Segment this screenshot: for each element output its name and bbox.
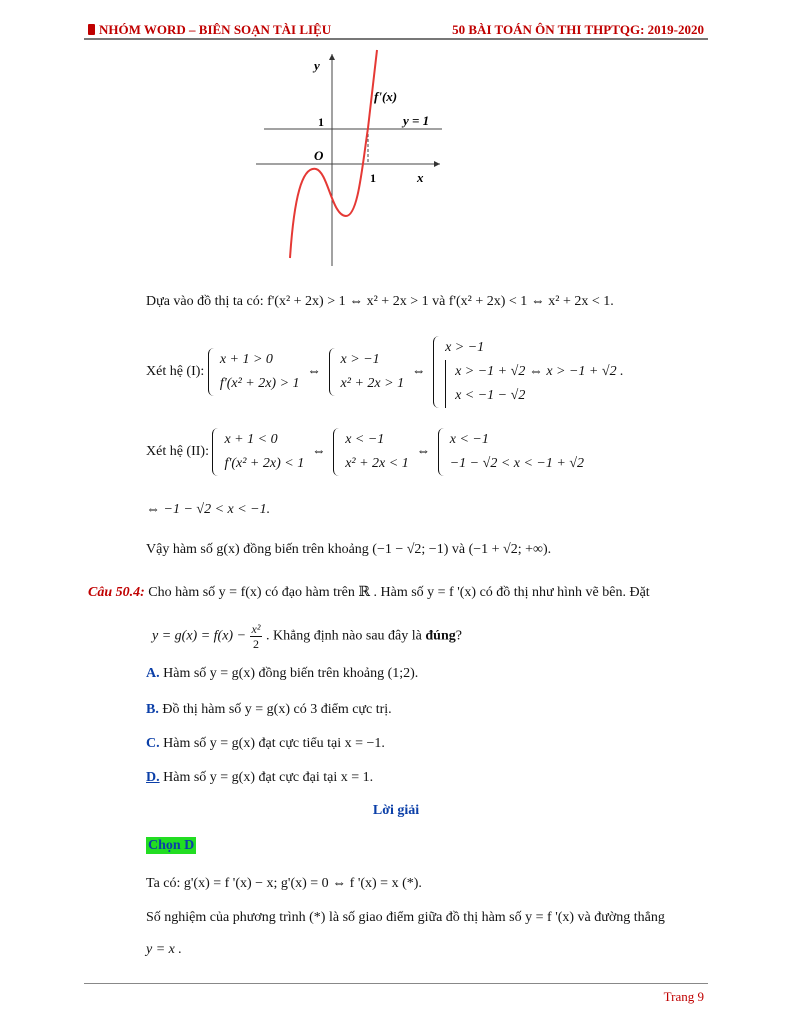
- question-label: Câu 50.4:: [88, 585, 145, 600]
- option-b[interactable]: B. Đồ thị hàm số y = g(x) có 3 điểm cực trị.: [146, 702, 392, 717]
- solution-line-2: Số nghiệm của phương trình (*) là số giao điểm giữa đồ thị hàm số y = f '(x) và đường thẳng: [146, 910, 665, 925]
- x-axis-label: x: [417, 170, 424, 185]
- system-2-result: ⇔ −1 − √2 < x < −1.: [146, 502, 271, 517]
- system-1-c: x > −1 x > −1 + √2 x < −1 − √2: [433, 336, 525, 408]
- one-y-label: 1: [318, 115, 324, 129]
- fprime-curve: [290, 50, 377, 258]
- system-2: Xét hệ (II): x + 1 < 0 f'(x² + 2x) < 1 ⇔ x < −1 x² + 2x < 1 ⇔ x < −1 −1 − √2 < x < −1 + √2: [146, 428, 584, 476]
- question-line-1: [88, 584, 650, 601]
- header-left: [88, 22, 331, 38]
- system-1-label: Xét hệ (I):: [146, 364, 205, 379]
- solution-line-1: Ta có: g'(x) = f '(x) − x; g'(x) = 0 ⇔ f '(x) = x (*).: [146, 876, 422, 891]
- header-right: 50 BÀI TOÁN ÔN THI THPTQG: 2019-2020: [452, 22, 704, 37]
- system-1: Xét hệ (I): x + 1 > 0 f'(x² + 2x) > 1 ⇔ x > −1 x² + 2x > 1 ⇔ x > −1 x > −1 + √2 x < −1 − √2 ⇔ x > −1 + √2 .: [146, 336, 624, 408]
- solution-line-3: y = x .: [146, 942, 182, 957]
- question-text: Cho hàm số y = f(x) có đạo hàm trên ℝ . Hàm số y = f '(x) có đồ thị như hình vẽ bên. Đặt: [148, 585, 650, 600]
- system-2-a: x + 1 < 0 f'(x² + 2x) < 1: [212, 428, 304, 476]
- option-d[interactable]: D. Hàm số y = g(x) đạt cực đại tại x = 1.: [146, 770, 374, 785]
- page-number: Trang 9: [663, 989, 704, 1004]
- system-2-c: x < −1 −1 − √2 < x < −1 + √2: [438, 428, 584, 476]
- header-left-text: NHÓM WORD – BIÊN SOẠN TÀI LIỆU: [99, 22, 332, 37]
- footer-divider: [84, 983, 708, 984]
- flag-icon: [88, 24, 95, 35]
- one-x-label: 1: [370, 171, 376, 185]
- origin-label: O: [314, 148, 324, 163]
- graph-reading: Dựa vào đồ thị ta có: f'(x² + 2x) > 1 ⇔ x² + 2x > 1 và f'(x² + 2x) < 1 ⇔ x² + 2x < 1.: [146, 294, 614, 309]
- fraction: $\frac{\text{x²}}{2}$: [251, 622, 261, 651]
- system-1-a: x + 1 > 0 f'(x² + 2x) > 1: [208, 348, 300, 396]
- option-a[interactable]: A. Hàm số y = g(x) đồng biến trên khoảng (1;2).: [146, 666, 419, 681]
- line-label: y = 1: [403, 113, 430, 128]
- system-1-b: x > −1 x² + 2x > 1: [329, 348, 405, 396]
- option-c[interactable]: C. Hàm số y = g(x) đạt cực tiểu tại x = −1.: [146, 736, 385, 751]
- conclusion: Vậy hàm số g(x) đồng biến trên khoảng (−1 − √2; −1) và (−1 + √2; +∞).: [146, 542, 552, 557]
- derivative-graph: [250, 48, 450, 273]
- curve-label: f'(x): [374, 89, 398, 104]
- question-line-2: y = g(x) = f(x) − $\frac{\text{x²}}{2}$ . Khẳng định nào sau đây là đúng?: [152, 622, 462, 651]
- system-2-b: x < −1 x² + 2x < 1: [333, 428, 409, 476]
- header-divider: [84, 38, 708, 40]
- chosen-answer: Chọn D: [148, 838, 195, 853]
- y-axis-label: y: [314, 58, 320, 73]
- solution-title: Lời giải: [372, 803, 420, 818]
- system-2-label: Xét hệ (II):: [146, 444, 209, 459]
